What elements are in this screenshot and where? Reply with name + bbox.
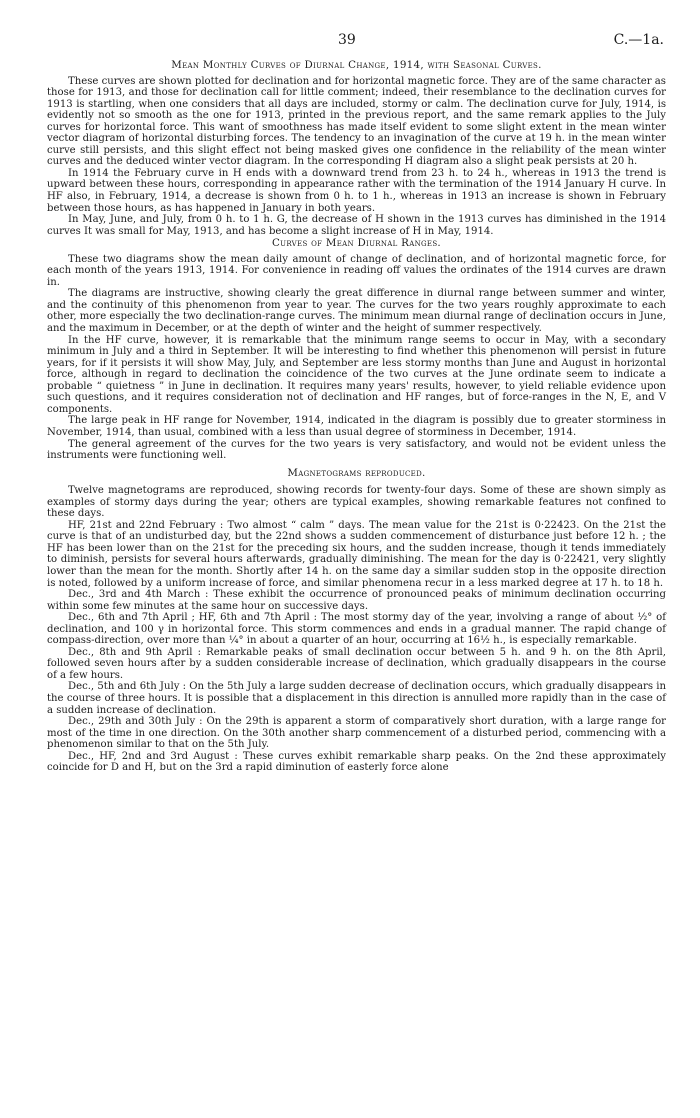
section-heading-diurnal-change: Mean Monthly Curves of Diurnal Change, 1914, with Seasonal Curves. bbox=[171, 59, 542, 71]
paragraph: These curves are shown plotted for declination and for horizontal magnetic force. They are of the same character as those for 1913, and those for declination call for little comment; indeed, their resemblance to the declination curves for 1913 is startling, when one considers that all days are included, stormy or calm. The declination curve for July, 1914, is evidently not so smooth as the one for 1913, printed in the previous report, and the same remark applies to the July curves for horizontal force. This want of smoothness has made itself evident to some slight extent in the mean winter vector diagram of horizontal disturbing forces. The tendency to an invagination of the curve at 19 h. in the mean winter curve still persists, and this slight effect not being masked gives one confidence in the reliability of the mean winter curves and the deduced winter vector diagram. In the corresponding H diagram also a slight peak persists at 20 h. bbox=[47, 75, 666, 168]
paragraph: In 1914 the February curve in H ends with a downward trend from 23 h. to 24 h., whereas in 1913 the trend is upward between these hours, corresponding in appearance rather with the termination of the 1914 January H curve. In HF also, in February, 1914, a decrease is shown from 0 h. to 1 h., whereas in 1913 an increase is shown in February between those hours, as has happened in January in both years. bbox=[47, 167, 666, 214]
paragraph: The large peak in HF range for November, 1914, indicated in the diagram is possibly due to greater storminess in November, 1914, than usual, combined with a less than usual degree of storminess in December, 1914. bbox=[47, 415, 666, 438]
paragraph: In the HF curve, however, it is remarkable that the minimum range seems to occur in May, with a secondary minimum in July and a third in September. It will be interesting to find whether this phenomenon will persist in future years, for if it persists it will show May, July, and September are less stormy months than June and August in horizontal force, although in regard to declination the coincidence of the two curves at the June ordinate seem to indicate a probable “ quietness ” in June in declination. It requires many years' results, however, to yield reliable evidence upon such questions, and it requires consideration not of declination and HF ranges, but of force-ranges in the N, E, and V components. bbox=[47, 334, 666, 415]
section-heading-magnetograms: Magnetograms reproduced. bbox=[287, 466, 426, 479]
paragraph: Dec., HF, 2nd and 3rd August : These curves exhibit remarkable sharp peaks. On the 2nd these approximately coincide for D and H, but on the 3rd a rapid diminution of easterly force alone bbox=[47, 750, 666, 774]
page-number: 39 bbox=[338, 32, 356, 48]
paragraph: Dec., 6th and 7th April ; HF, 6th and 7th April : The most stormy day of the year, involving a range of about ½° of declination, and 100 γ in horizontal force. This storm commences and ends in a gradual manner. The rapid change of compass-direction, over more than ¼° in about a quarter of an hour, occurring at 16½ h., is especially remarkable. bbox=[47, 612, 666, 647]
document-reference: C.—1a. bbox=[613, 32, 664, 48]
paragraph: The general agreement of the curves for the two years is very satisfactory, and would not be evident unless the instruments were functioning well. bbox=[47, 438, 666, 462]
paragraph: The diagrams are instructive, showing clearly the great difference in diurnal range between summer and winter, and the continuity of this phenomenon from year to year. The curves for the two years roughly approximate to each other, more especially the two declination-range curves. The minimum mean diurnal range of declination occurs in June, and the maximum in December, or at the depth of winter and the height of summer respectively. bbox=[47, 288, 666, 335]
paragraph: Dec., 5th and 6th July : On the 5th July a large sudden decrease of declination occurs, which gradually disappears in the course of three hours. It is possible that a displacement in this direction is annulled more rapidly than in the case of a sudden increase of declination. bbox=[47, 681, 666, 716]
section-heading-diurnal-ranges: Curves of Mean Diurnal Ranges. bbox=[271, 237, 441, 250]
paragraph: Dec., 3rd and 4th March : These exhibit the occurrence of pronounced peaks of minimum declination occurring within some few minutes at the same hour on successive days. bbox=[47, 589, 666, 612]
paragraph: Dec., 29th and 30th July : On the 29th is apparent a storm of comparatively short duration, with a large range for most of the time in one direction. On the 30th another sharp commencement of a disturbed period, commencing with a phenomenon similar to that on the 5th July. bbox=[47, 716, 666, 751]
paragraph: Twelve magnetograms are reproduced, showing records for twenty-four days. Some of these are shown simply as examples of stormy days during the year; others are typical examples, showing remarkable features not confined to these days. bbox=[47, 485, 666, 520]
paragraph: In May, June, and July, from 0 h. to 1 h. G, the decrease of H shown in the 1913 curves has diminished in the 1914 curves It was small for May, 1913, and has become a slight increase of H in May, 1914. bbox=[47, 214, 666, 237]
paragraph: Dec., 8th and 9th April : Remarkable peaks of small declination occur between 5 h. and 9 h. on the 8th April, followed seven hours after by a sudden considerable increase of declination, which gradually disappears in the course of a few hours. bbox=[47, 646, 666, 681]
paragraph: These two diagrams show the mean daily amount of change of declination, and of horizontal magnetic force, for each month of the years 1913, 1914. For convenience in reading off values the ordinates of the 1914 curves are drawn in. bbox=[47, 253, 666, 288]
paragraph: HF, 21st and 22nd February : Two almost “ calm ” days. The mean value for the 21st is 0·22423. On the 21st the curve is that of an undisturbed day, but the 22nd shows a sudden commencement of disturbance just before 12 h. ; the HF has been lower than on the 21st for the preceding six hours, and the sudden increase, though it tends immediately to diminish, persists for several hours afterwards, gradually diminishing. The mean for the day is 0·22421, very slightly lower than the mean for the month. Shortly after 14 h. on the same day a similar sudden stop in the opposite direction is noted, followed by a uniform increase of force, and similar phenomena recur in a less marked degree at 17 h. to 18 h. bbox=[47, 519, 666, 589]
